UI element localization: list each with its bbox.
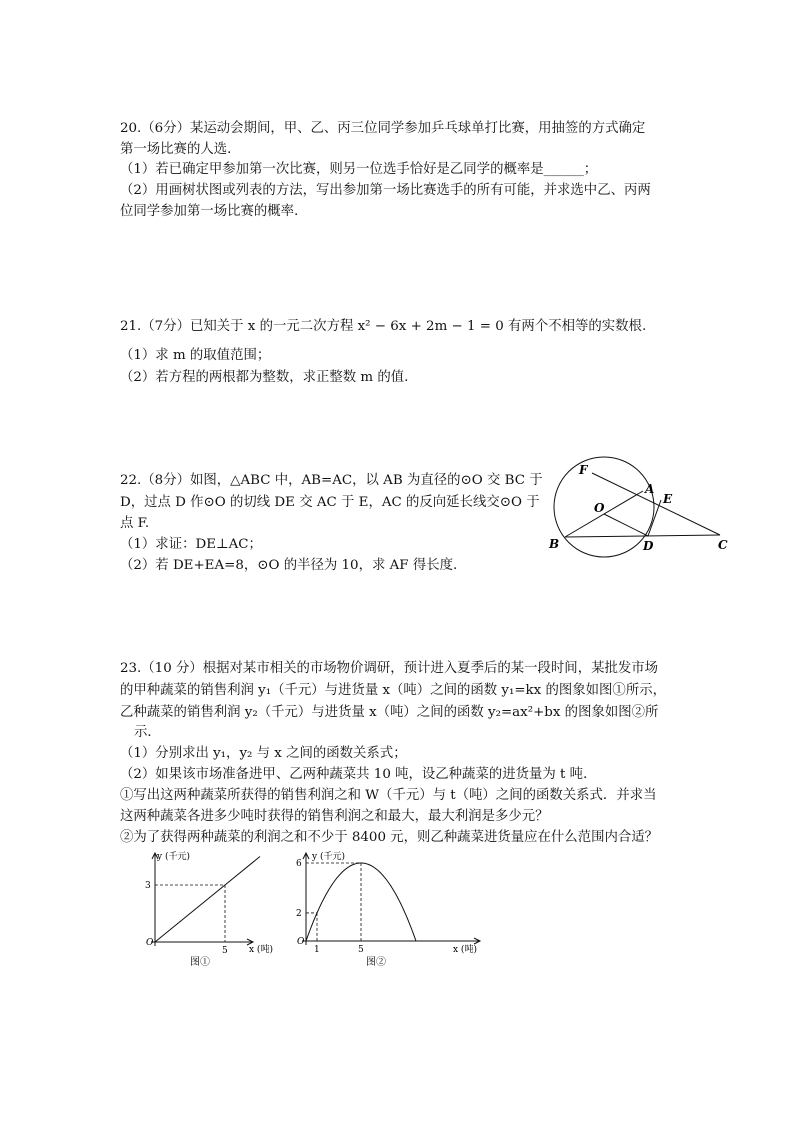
tick-label-x-5: 5 [358, 945, 364, 955]
q20-part2-line1: （2）用画树状图或列表的方法，写出参加第一场比赛选手的所有可能，并求选中乙、丙两 [120, 183, 651, 198]
label-f: F [579, 463, 588, 477]
chart-caption: 图② [366, 957, 386, 968]
q23-stem-line1: 23.（10 分）根据对某市相关的市场物价调研，预计进入夏季后的某一段时间，某批发市场 [120, 661, 659, 676]
q23-stem-line3: 乙种蔬菜的销售利润 y₂（千元）与进货量 x（吨）之间的函数 y₂=ax²+bx 的图象如图②所 [120, 705, 659, 720]
q20-stem-line1: 20.（6分）某运动会期间，甲、乙、丙三位同学参加乒乓球单打比赛，用抽签的方式确定 [120, 121, 646, 136]
q23-stem-line4: 示． [134, 725, 161, 740]
q22-stem-line3: 点 F. [120, 516, 150, 531]
segment-de [648, 500, 661, 536]
q23-sub2: ②为了获得两种蔬菜的利润之和不少于 8400 元，则乙种蔬菜进货量应在什么范围内合适？ [120, 830, 659, 845]
q22-part1: （1）求证：DE⊥AC； [120, 537, 262, 552]
tick-label-y-6: 6 [296, 859, 302, 869]
label-d: D [643, 539, 654, 553]
q20-stem-line2: 第一场比赛的人选． [120, 142, 241, 157]
label-b: B [549, 537, 560, 551]
origin-label: O [297, 937, 305, 947]
chart-figure-1 [135, 847, 285, 972]
x-axis-label: x (吨) [249, 945, 273, 955]
q23-sub1-line1: ①写出这两种蔬菜所获得的销售利润之和 W（千元）与 t（吨）之间的函数关系式．并求当 [120, 788, 657, 803]
q21-part1: （1）求 m 的取值范围； [120, 348, 271, 363]
label-a: A [645, 482, 655, 496]
tick-label-x-1: 1 [314, 945, 320, 955]
q22-stem-line2: D，过点 D 作⊙O 的切线 DE 交 AC 于 E，AC 的反向延长线交⊙O 于 [120, 495, 540, 510]
label-o: O [594, 501, 605, 515]
tick-label-y-2: 2 [296, 908, 302, 919]
q23-part1: （1）分别求出 y₁，y₂ 与 x 之间的函数关系式； [120, 746, 407, 761]
y-axis-label: y (千元) [312, 852, 345, 862]
q22-stem-line1: 22.（8分）如图，△ABC 中，AB=AC，以 AB 为直径的⊙O 交 BC 于 [120, 473, 543, 488]
q23-part2: （2）如果该市场准备进甲、乙两种蔬菜共 10 吨，设乙种蔬菜的进货量为 t 吨． [120, 767, 597, 782]
segment-bc [565, 535, 720, 537]
series-line-y1 [155, 857, 260, 943]
origin-label: O [146, 938, 154, 948]
q21-part2: （2）若方程的两根都为整数，求正整数 m 的值. [120, 370, 409, 385]
q23-sub1-line2: 这两种蔬菜各进多少吨时获得的销售利润之和最大，最大利润是多少元？ [120, 809, 549, 824]
q23-stem-line2: 的甲种蔬菜的销售利润 y₁（千元）与进货量 x（吨）之间的函数 y₁=kx 的图象如图①所示， [120, 683, 666, 698]
segment-fc [592, 473, 720, 535]
q20-part2-line2: 位同学参加第一场比赛的概率． [120, 204, 308, 219]
chart-caption: 图① [190, 957, 210, 968]
label-e: E [663, 492, 673, 506]
tick-label-y-3: 3 [145, 881, 151, 891]
x-axis-label: x (吨) [453, 945, 477, 955]
y-axis-label: y (千元) [157, 852, 190, 862]
tick-label-x-5: 5 [222, 946, 228, 956]
q22-geometry-figure [540, 455, 740, 570]
label-c: C [718, 538, 728, 552]
q20-part1: （1）若已确定甲参加第一次比赛，则另一位选手恰好是乙同学的概率是______； [120, 162, 598, 177]
q22-part2: （2）若 DE+EA=8，⊙O 的半径为 10，求 AF 得长度. [120, 558, 458, 573]
segment-od [604, 514, 648, 536]
q21-stem: 21.（7分）已知关于 x 的一元二次方程 x² − 6x + 2m − 1 = 0 有两个不相等的实数根. [120, 319, 647, 334]
chart-figure-2 [290, 847, 490, 972]
